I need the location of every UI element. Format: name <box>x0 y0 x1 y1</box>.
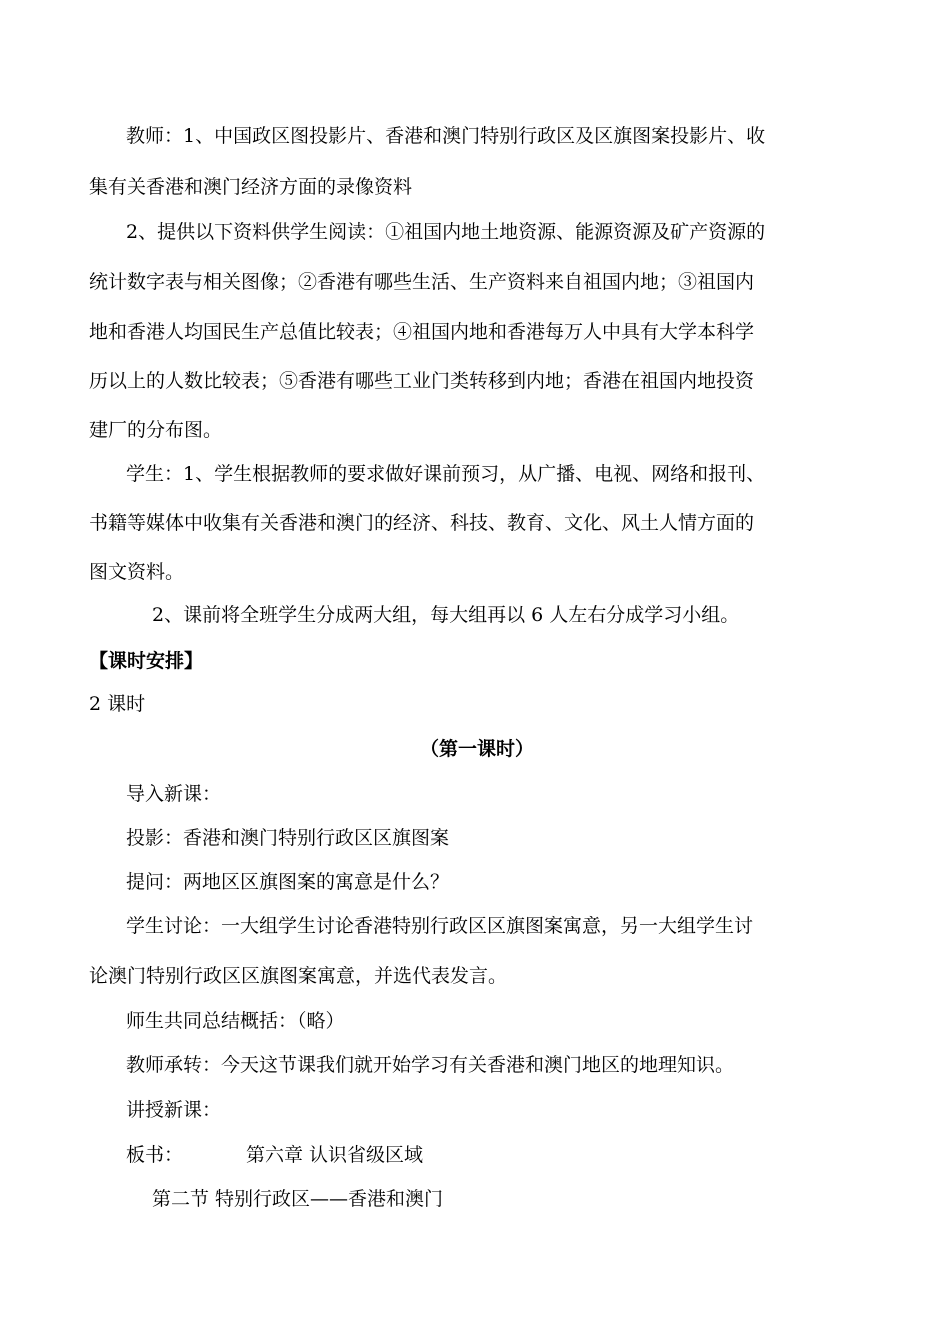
student-prep-line-3: 图文资料。 <box>89 561 185 583</box>
teach-line: 讲授新课： <box>126 1099 222 1121</box>
board-chapter: 第六章 认识省级区域 <box>246 1144 424 1166</box>
summary-line: 师生共同总结概括：（略） <box>126 1010 345 1032</box>
board-label: 板书： <box>126 1144 184 1166</box>
projection-line: 投影：香港和澳门特别行政区区旗图案 <box>126 827 450 849</box>
student-prep-line-1: 学生：1、学生根据教师的要求做好课前预习，从广播、电视、网络和报刊、 <box>126 463 766 485</box>
schedule-heading: 【课时安排】 <box>89 650 204 672</box>
intro-line: 导入新课： <box>126 783 222 805</box>
teacher-prep-line-2: 集有关香港和澳门经济方面的录像资料 <box>89 176 413 198</box>
question-line: 提问：两地区区旗图案的寓意是什么？ <box>126 871 450 893</box>
transition-line: 教师承转：今天这节课我们就开始学习有关香港和澳门地区的地理知识。 <box>126 1054 735 1076</box>
grouping-paragraph: 2、课前将全班学生分成两大组，每大组再以 6 人左右分成学习小组。 <box>152 604 740 626</box>
materials-line-5: 建厂的分布图。 <box>89 419 223 441</box>
student-prep-line-2: 书籍等媒体中收集有关香港和澳门的经济、科技、教育、文化、风土人情方面的 <box>89 512 755 534</box>
materials-line-4: 历以上的人数比较表；⑤香港有哪些工业门类转移到内地；香港在祖国内地投资 <box>89 370 755 392</box>
materials-line-2: 统计数字表与相关图像；②香港有哪些生活、生产资料来自祖国内地；③祖国内 <box>89 271 755 293</box>
teacher-prep-line-1: 教师：1、中国政区图投影片、香港和澳门特别行政区及区旗图案投影片、收 <box>126 125 766 147</box>
schedule-value: 2 课时 <box>89 693 146 715</box>
board-section: 第二节 特别行政区——香港和澳门 <box>152 1188 444 1210</box>
lesson-title: （第一课时） <box>420 738 535 760</box>
materials-line-1: 2、提供以下资料供学生阅读：①祖国内地土地资源、能源资源及矿产资源的 <box>126 221 766 243</box>
discussion-line-2: 论澳门特别行政区区旗图案寓意，并选代表发言。 <box>89 965 508 987</box>
discussion-line-1: 学生讨论：一大组学生讨论香港特别行政区区旗图案寓意，另一大组学生讨 <box>126 915 754 937</box>
materials-line-3: 地和香港人均国民生产总值比较表；④祖国内地和香港每万人中具有大学本科学 <box>89 321 755 343</box>
